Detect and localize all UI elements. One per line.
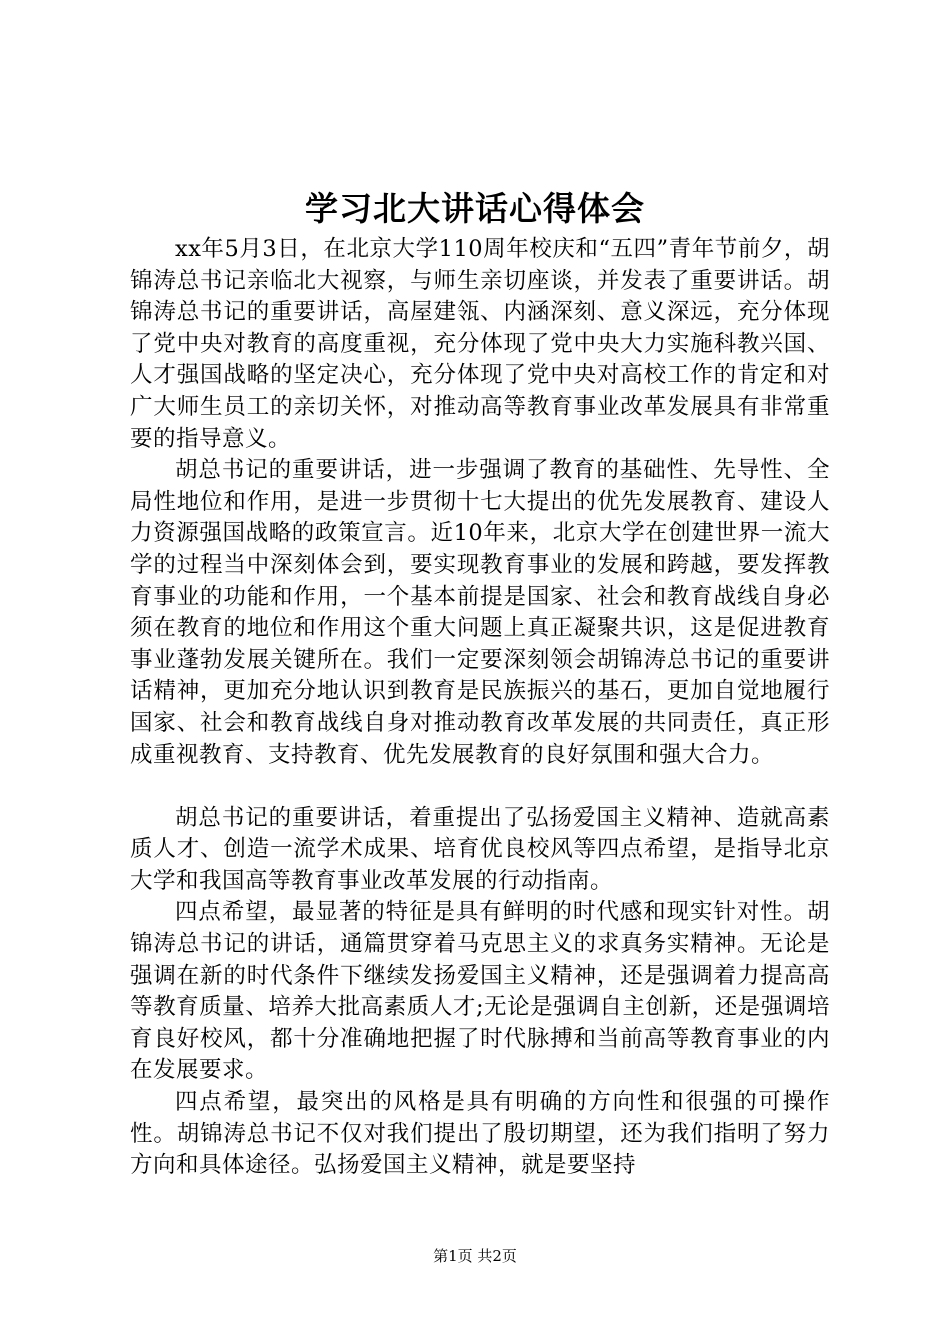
document-body — [130, 234, 830, 1182]
page-number-footer: 第1页 共2页 — [433, 1247, 517, 1265]
paragraph-3: 胡总书记的重要讲话，着重提出了弘扬爱国主义精神、造就高素质人才、创造一流学术成果、培育优良校风等四点希望，是指导北京大学和我国高等教育事业改革发展的行动指南。 — [130, 804, 830, 894]
paragraph-4: 四点希望，最显著的特征是具有鲜明的时代感和现实针对性。胡锦涛总书记的讲话，通篇贯穿着马克思主义的求真务实精神。无论是强调在新的时代条件下继续发扬爱国主义精神，还是强调着力提高高等教育质量、培养大批高素质人才;无论是强调自主创新，还是强调培育良好校风，都十分准确地把握了时代脉搏和当前高等教育事业的内在发展要求。 — [130, 899, 830, 1084]
paragraph-2: 胡总书记的重要讲话，进一步强调了教育的基础性、先导性、全局性地位和作用，是进一步贯彻十七大提出的优先发展教育、建设人力资源强国战略的政策宣言。近10年来，北京大学在创建世界一流大学的过程当中深刻体会到，要实现教育事业的发展和跨越，要发挥教育事业的功能和作用，一个基本前提是国家、社会和教育战线自身必须在教育的地位和作用这个重大问题上真正凝聚共识，这是促进教育事业蓬勃发展关键所在。我们一定要深刻领会胡锦涛总书记的重要讲话精神，更加充分地认识到教育是民族振兴的基石，更加自觉地履行国家、社会和教育战线自身对推动教育改革发展的共同责任，真正形成重视教育、支持教育、优先发展教育的良好氛围和强大合力。 — [130, 457, 830, 768]
document-title: 学习北大讲话心得体会 — [305, 189, 645, 228]
paragraph-5: 四点希望，最突出的风格是具有明确的方向性和很强的可操作性。胡锦涛总书记不仅对我们提出了殷切期望，还为我们指明了努力方向和具体途径。弘扬爱国主义精神，就是要坚持 — [130, 1089, 830, 1179]
paragraph-1: xx年5月3日，在北京大学110周年校庆和“五四”青年节前夕，胡锦涛总书记亲临北大视察，与师生亲切座谈，并发表了重要讲话。胡锦涛总书记的重要讲话，高屋建瓴、内涵深刻、意义深远，充分体现了党中央对教育的高度重视，充分体现了党中央大力实施科教兴国、人才强国战略的坚定决心，充分体现了党中央对高校工作的肯定和对广大师生员工的亲切关怀，对推动高等教育事业改革发展具有非常重要的指导意义。 — [130, 236, 830, 452]
paragraph-spacer — [130, 771, 830, 803]
